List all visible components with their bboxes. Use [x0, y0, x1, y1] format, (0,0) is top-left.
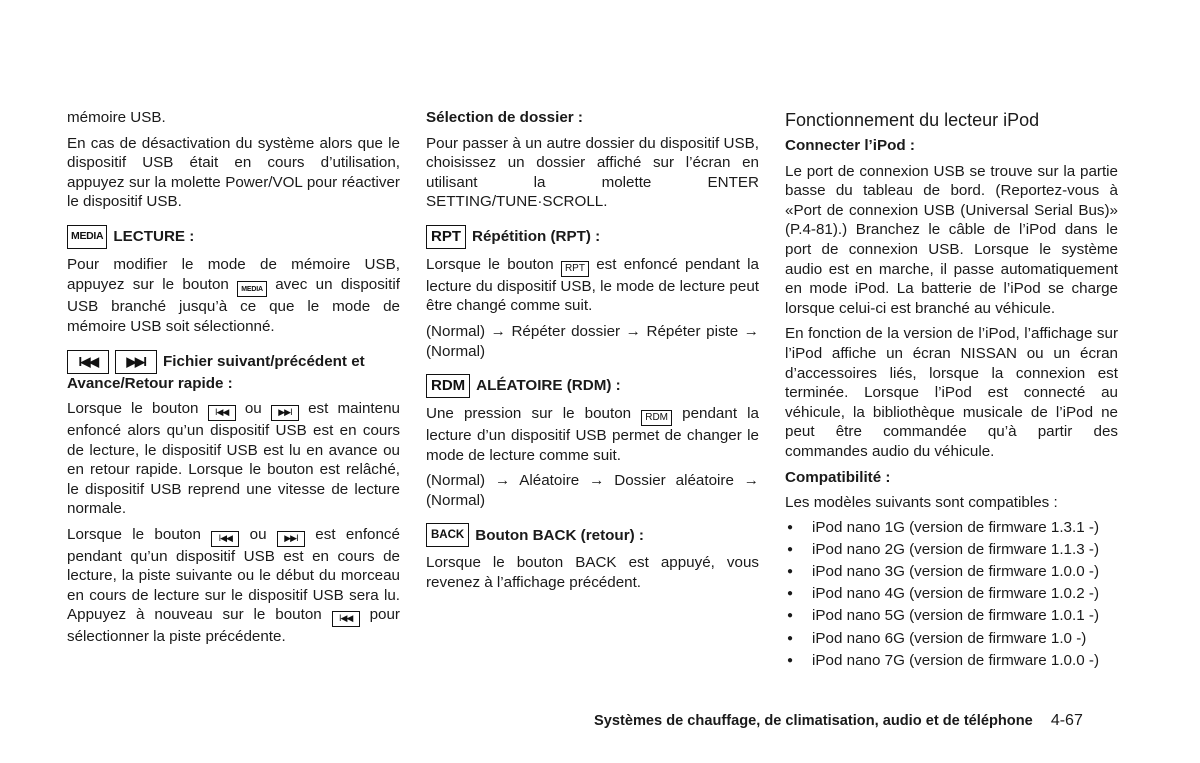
paragraph: [426, 255, 759, 316]
compat-heading: Compatibilité :: [785, 468, 891, 486]
text: pour sélectionner la piste précédente.: [67, 606, 400, 646]
text: est maintenu enfoncé alors qu’un dispositif USB est en cours de lecture, le dispositif USB est lu en avance ou en retour rapide. Lorsque le bouton est relâché, le dispositif USB reprend une vitesse de lecture normale.: [67, 400, 400, 518]
text: Lorsque le bouton: [426, 255, 554, 273]
paragraph: Les modèles suivants sont compatibles :: [785, 494, 1058, 512]
heading-text: LECTURE :: [113, 228, 195, 246]
previous-track-icon: I◀◀: [332, 611, 360, 627]
model-list: [785, 517, 1118, 672]
paragraph: Pour passer à un autre dossier du dispositif USB, choisissez un dossier affiché sur l’écran en utilisant la molette ENTER SETTING/TUNE·SCROLL.: [426, 134, 759, 211]
column-middle: [426, 108, 759, 593]
heading-text: Bouton BACK (retour) :: [475, 526, 644, 544]
list-item: ● iPod nano 2G (version de firmware 1.1.3 -): [785, 539, 1118, 561]
paragraph: (Normal) → Répéter dossier → Répéter piste → (Normal): [426, 322, 759, 360]
back-heading: [426, 523, 759, 547]
list-item: ● iPod nano 4G (version de firmware 1.0.2 -): [785, 583, 1118, 605]
random-button-icon: RDM: [641, 410, 672, 426]
repeat-button-icon: RPT: [426, 225, 466, 249]
paragraph: Le port de connexion USB se trouve sur la partie basse du tableau de bord. (Reportez-vous à «Port de connexion USB (Universal Serial Bus)» (P.4-81).) Branchez le câble de l’iPod dans le port de connexion USB. Lorsque le système audio est en marche, il passe automatiquement en mode iPod. La batterie de l’iPod se charge lorsque celui-ci est branché au véhicule.: [785, 162, 1118, 317]
text: Une pression sur le bouton: [426, 405, 632, 423]
text: Pour modifier le mode de mémoire USB, appuyez sur le bouton: [67, 255, 400, 293]
connect-heading: Connecter l’iPod :: [785, 137, 915, 154]
next-track-icon: ▶▶I: [271, 405, 299, 421]
paragraph: (Normal) → Aléatoire → Dossier aléatoire → (Normal): [426, 472, 759, 509]
media-heading: [67, 225, 400, 249]
media-button-icon: MEDIA: [237, 281, 267, 297]
section-title: Fonctionnement du lecteur iPod: [785, 110, 1040, 130]
previous-track-icon: I◀◀: [208, 405, 236, 421]
paragraph: Lorsque le bouton BACK est appuyé, vous revenez à l’affichage précédent.: [426, 554, 759, 591]
paragraph: [67, 255, 400, 337]
page-footer: [594, 712, 1083, 730]
text: pendant la lecture d’un dispositif USB permet de changer le mode de lecture comme suit.: [426, 405, 759, 464]
random-button-icon: RDM: [426, 374, 470, 398]
text: est enfoncé pendant qu’un dispositif USB est en cours de lecture, la piste suivante ou le début du morceau en cours de lecture sur le dispositif USB sera lu. Appuyez à nouveau sur le bouton: [67, 525, 400, 624]
text: est enfoncé pendant la lecture du dispositif USB, le mode de lecture peut être changé comme suit.: [426, 255, 759, 315]
paragraph: [67, 525, 400, 647]
back-button-icon: BACK: [426, 523, 469, 547]
text: Lorsque le bouton: [67, 525, 201, 543]
previous-track-icon: I◀◀: [67, 350, 109, 374]
list-item: ● iPod nano 1G (version de firmware 1.3.1 -): [785, 517, 1118, 539]
heading-text: ALÉATOIRE (RDM) :: [476, 377, 621, 395]
skip-heading: [67, 350, 400, 374]
paragraph: [426, 404, 759, 465]
column-right: [785, 108, 1118, 672]
text: Lorsque le bouton: [67, 400, 199, 418]
page-number: 4-67: [1050, 712, 1083, 729]
paragraph: mémoire USB.: [67, 109, 166, 126]
list-item: ● iPod nano 7G (version de firmware 1.0.0 -): [785, 650, 1118, 672]
column-left: [67, 108, 400, 647]
text: ou: [249, 525, 267, 543]
folder-heading: Sélection de dossier :: [426, 109, 583, 126]
list-item: ● iPod nano 3G (version de firmware 1.0.0 -): [785, 561, 1118, 583]
heading-text: Avance/Retour rapide :: [67, 374, 233, 392]
heading-text: Fichier suivant/précédent et: [163, 352, 365, 370]
text: ou: [244, 400, 262, 418]
paragraph: En cas de désactivation du système alors que le dispositif USB était en cours d’utilisation, appuyez sur la molette Power/VOL pour réactiver le dispositif USB.: [67, 134, 400, 211]
rdm-heading: [426, 374, 759, 398]
list-item: ● iPod nano 6G (version de firmware 1.0 -): [785, 628, 1118, 650]
footer-section-title: Systèmes de chauffage, de climatisation, audio et de téléphone: [594, 713, 1033, 729]
text: avec un dispositif USB branché jusqu’à ce que le mode de mémoire USB soit sélectionné.: [67, 275, 400, 335]
repeat-button-icon: RPT: [561, 261, 589, 277]
list-item: ● iPod nano 5G (version de firmware 1.0.1 -): [785, 605, 1118, 627]
paragraph: [67, 399, 400, 519]
rpt-heading: [426, 225, 759, 249]
next-track-icon: ▶▶I: [115, 350, 157, 374]
previous-track-icon: I◀◀: [211, 531, 239, 547]
paragraph: En fonction de la version de l’iPod, l’affichage sur l’iPod affiche un écran NISSAN ou un écran d’accessoires liés, lorsque la connexion est terminée. Lorsque l’iPod est connecté au véhicule, la bibliothèque musicale de l’iPod ne peut être commandée qu’à partir des commandes audio du véhicule.: [785, 325, 1118, 460]
next-track-icon: ▶▶I: [277, 531, 305, 547]
media-button-icon: MEDIA: [67, 225, 107, 249]
heading-text: Répétition (RPT) :: [472, 228, 601, 246]
